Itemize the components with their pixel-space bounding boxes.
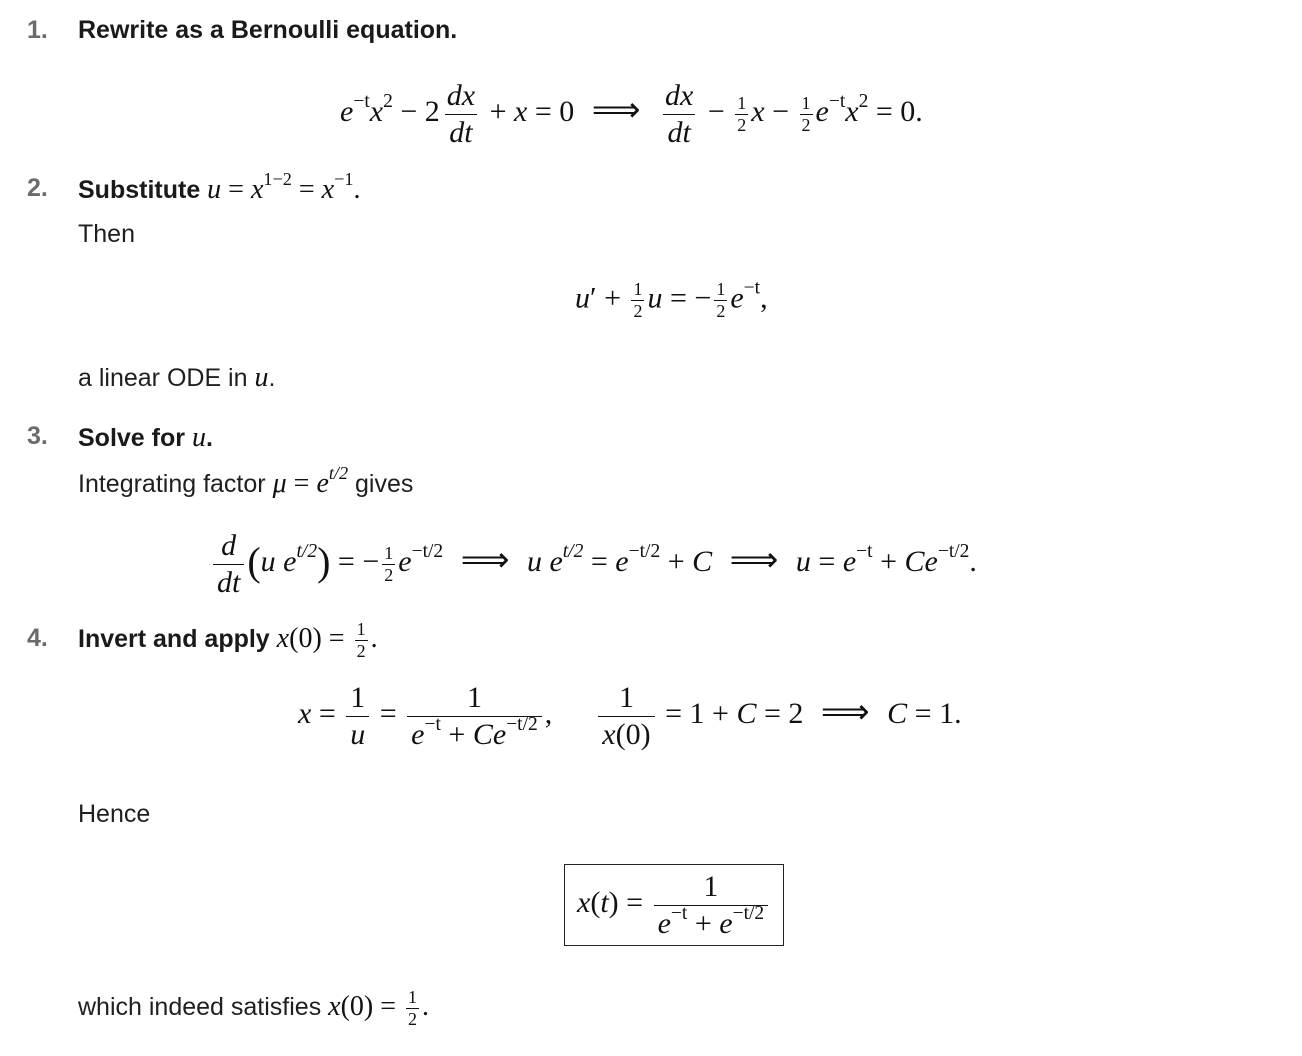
step-4-number: 4. <box>27 624 48 652</box>
step-3-number: 3. <box>27 422 48 450</box>
step-4-hence: Hence <box>78 800 151 828</box>
invert-equation: x = $\frac{1}{u}$ = $\frac{1}{e^{-t} + Ce^{-t/2}}$ , $\frac{1}{x(0)}$ = 1 + C = 2 ⟹ C = 1. <box>298 681 962 751</box>
step-2-after: a linear ODE in u. <box>78 362 276 393</box>
step-4-verification: which indeed satisfies x(0) = $\frac{1}{2}$ . <box>78 987 430 1029</box>
step-1-title: Rewrite as a Bernoulli equation. <box>78 16 458 44</box>
step-3-integrating-factor: Integrating factor $\mu = e^{t/2}$ gives <box>78 462 414 499</box>
final-solution-box: x(t) = $\frac{1}{e^{-t} + e^{-t/2}}$ <box>564 864 784 946</box>
step-2-then: Then <box>78 220 135 248</box>
step-3-title: Solve for u. <box>78 422 213 453</box>
step-2-title: Substitute $u = x^{1-2} = x^{-1}$. <box>78 168 361 205</box>
step-4-title: Invert and apply x(0) = $\frac{1}{2}$ . <box>78 619 378 661</box>
bernoulli-equation: $e^{-t}x^2 - 2$ $\frac{dx}{dt}$ + x = 0 ⟹ $\frac{dx}{dt}$ − $\frac{1}{2}$ x − $\frac{1}{2}$ $e^{-t}x^2 = 0$. <box>340 79 923 149</box>
step-2-number: 2. <box>27 174 48 202</box>
linear-ode: u′ + $\frac{1}{2}$ u = − $\frac{1}{2}$ $e^{-t}$, <box>575 277 768 321</box>
solve-u-equation: $\frac{d}{dt}$ (u $e^{t/2}$) = − $\frac{1}{2}$ $e^{-t/2}$ ⟹ u $e^{t/2} = e^{-t/2} + C$ ⟹ $u = e^{-t} + Ce^{-t/2}$. <box>210 530 977 598</box>
step-1-number: 1. <box>27 16 48 44</box>
